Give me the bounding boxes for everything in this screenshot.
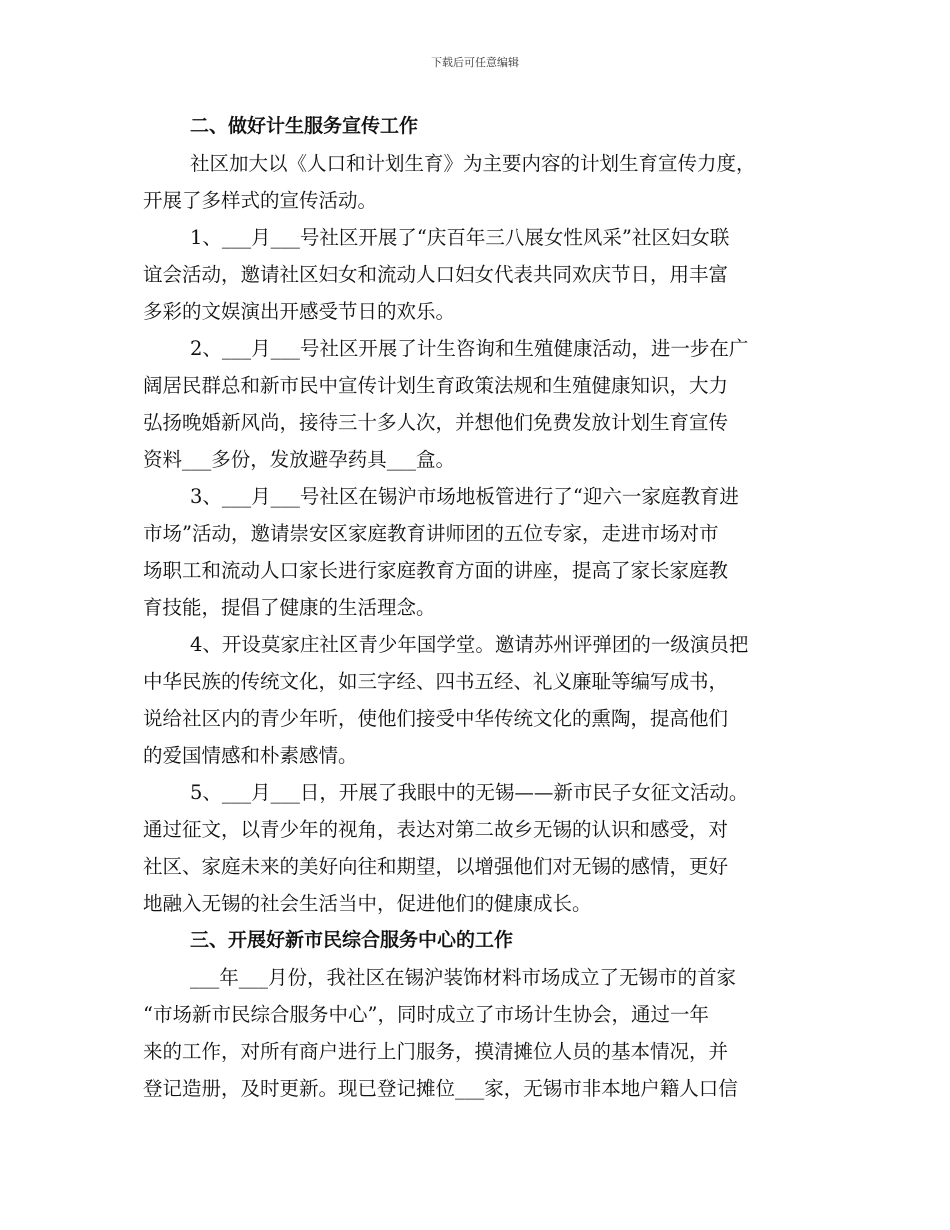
paragraph-line: 的爱国情感和朴素感情。 [143, 744, 358, 767]
paragraph-line: 2、___月___号社区开展了计生咨询和生殖健康活动，进一步在广 [190, 337, 749, 360]
paragraph-line: 4、开设莫家庄社区青少年国学堂。邀请苏州评弹团的一级演员把 [190, 633, 749, 656]
paragraph-line: 市场”活动，邀请崇安区家庭教育讲师团的五位专家，走进市场对市 [143, 522, 719, 545]
paragraph-line: 谊会活动，邀请社区妇女和流动人口妇女代表共同欢庆节日，用丰富 [143, 263, 729, 286]
paragraph-line: 通过征文，以青少年的视角，表达对第二故乡无锡的认识和感受，对 [143, 818, 729, 841]
paragraph-line: 3、___月___号社区在锡沪市场地板管进行了“迎六一家庭教育进 [190, 485, 739, 508]
document-body [143, 108, 815, 1107]
paragraph-line: 登记造册，及时更新。现已登记摊位___家，无锡市非本地户籍人口信 [143, 1077, 738, 1100]
page-header-note: 下载后可任意编辑 [431, 56, 519, 69]
paragraph-line: 来的工作，对所有商户进行上门服务，摸清摊位人员的基本情况，并 [143, 1040, 729, 1063]
paragraph-line: “市场新市民综合服务中心”，同时成立了市场计生协会，通过一年 [143, 1003, 709, 1026]
paragraph-line: 弘扬晚婚新风尚，接待三十多人次，并想他们免费发放计划生育宣传 [143, 411, 729, 434]
section-heading: 二、做好计生服务宣传工作 [190, 115, 419, 137]
paragraph-line: 说给社区内的青少年听，使他们接受中华传统文化的熏陶，提高他们 [143, 707, 729, 730]
paragraph-line: 5、___月___日，开展了我眼中的无锡——新市民子女征文活动。 [190, 781, 749, 804]
paragraph-line: 社区、家庭未来的美好向往和期望，以增强他们对无锡的感情，更好 [143, 855, 729, 878]
paragraph-line: 社区加大以《人口和计划生育》为主要内容的计划生育宣传力度， [190, 152, 756, 175]
paragraph-line: ___年___月份，我社区在锡沪装饰材料市场成立了无锡市的首家 [190, 966, 737, 989]
paragraph-line: 场职工和流动人口家长进行家庭教育方面的讲座，提高了家长家庭教 [143, 559, 729, 582]
paragraph-line: 1、___月___号社区开展了“庆百年三八展女性风采”社区妇女联 [190, 226, 730, 249]
paragraph-line: 育技能，提倡了健康的生活理念。 [143, 596, 436, 619]
paragraph-line: 阔居民群总和新市民中宣传计划生育政策法规和生殖健康知识，大力 [143, 374, 729, 397]
paragraph-line: 地融入无锡的社会生活当中，促进他们的健康成长。 [143, 892, 592, 915]
paragraph-line: 中华民族的传统文化，如三字经、四书五经、礼义廉耻等编写成书， [143, 670, 729, 693]
paragraph-line: 多彩的文娱演出开感受节日的欢乐。 [143, 300, 456, 323]
section-heading: 三、开展好新市民综合服务中心的工作 [190, 929, 514, 951]
paragraph-line: 开展了多样式的宣传活动。 [143, 189, 378, 212]
paragraph-line: 资料___多份，发放避孕药具___盒。 [143, 448, 456, 471]
